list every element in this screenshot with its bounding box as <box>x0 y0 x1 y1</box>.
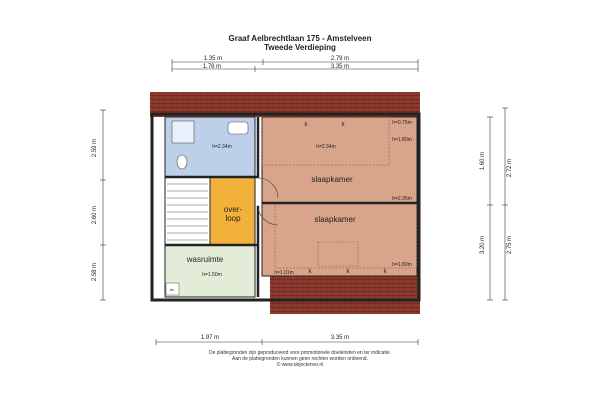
dim-left-3: 2.58 m <box>92 262 98 282</box>
bedroom-bottom-label: slaapkamer <box>314 215 356 224</box>
velux-marker-1: k <box>304 122 308 128</box>
bedroom-top-label: slaapkamer <box>311 175 353 184</box>
bedroom-bottom-height-b: h=1.80m <box>392 262 412 268</box>
velux-marker-5: k <box>383 269 387 275</box>
right-dimensions <box>487 108 508 300</box>
toilet <box>177 155 187 169</box>
bedroom-top-height-a: h=2.34m <box>316 144 336 150</box>
dim-bottom-1: 1.97 m <box>200 335 220 341</box>
dim-top-4: 3.35 m <box>330 64 350 70</box>
floor-subtitle: Tweede Verdieping <box>264 43 336 52</box>
dim-top-3: 1.78 m <box>202 64 222 70</box>
dim-right-4: 2.75 m <box>507 235 513 255</box>
laundry-height: h=1.50m <box>202 272 222 278</box>
shower-tray <box>172 121 194 143</box>
dim-right-1: 1.60 m <box>480 151 486 171</box>
sink <box>228 122 248 134</box>
bedroom-top <box>262 117 417 203</box>
stairwell <box>165 177 210 245</box>
bottom-dimensions <box>156 339 418 345</box>
roof-bottom <box>270 276 420 314</box>
dim-right-3: 2.72 m <box>507 158 513 178</box>
dim-bottom-2: 3.35 m <box>330 335 350 341</box>
bedroom-top-height-c: h=1.80m <box>392 137 412 143</box>
velux-marker-2: k <box>341 122 345 128</box>
dim-right-2: 3.20 m <box>480 235 486 255</box>
velux-marker-3: k <box>308 269 312 275</box>
dim-top-1: 1.35 m <box>203 56 223 62</box>
footer-line-1: De plattegronden zijn geproduceerd voor promotionele doeleinden en ter indicatie. <box>208 350 392 356</box>
bedroom-bottom-height-a: h=2.35m <box>392 196 412 202</box>
dim-top-2: 2.79 m <box>330 56 350 62</box>
left-dimensions <box>100 110 106 300</box>
landing-label-1: over- <box>223 205 243 214</box>
dim-left-1: 2.59 m <box>92 138 98 158</box>
bedroom-top-height-b: h=0.75m <box>392 120 412 126</box>
bedroom-bottom-height-c: h=1.01m <box>274 270 294 276</box>
footer-line-2: Aan de plattegronden kunnen geen rechten worden ontleend. <box>232 356 368 362</box>
velux-marker-4: k <box>346 269 350 275</box>
footer-line-3: © www.objectenvo.nl <box>276 362 324 368</box>
dim-left-2: 2.60 m <box>92 205 98 225</box>
appliance-label: dv <box>169 287 175 292</box>
laundry-label: wasruimte <box>186 255 224 264</box>
landing-label-2: loop <box>225 214 241 223</box>
bathroom-height: h=2.34m <box>212 144 232 150</box>
plan-title: Graaf Aelbrechtlaan 175 - Amstelveen <box>228 34 372 43</box>
